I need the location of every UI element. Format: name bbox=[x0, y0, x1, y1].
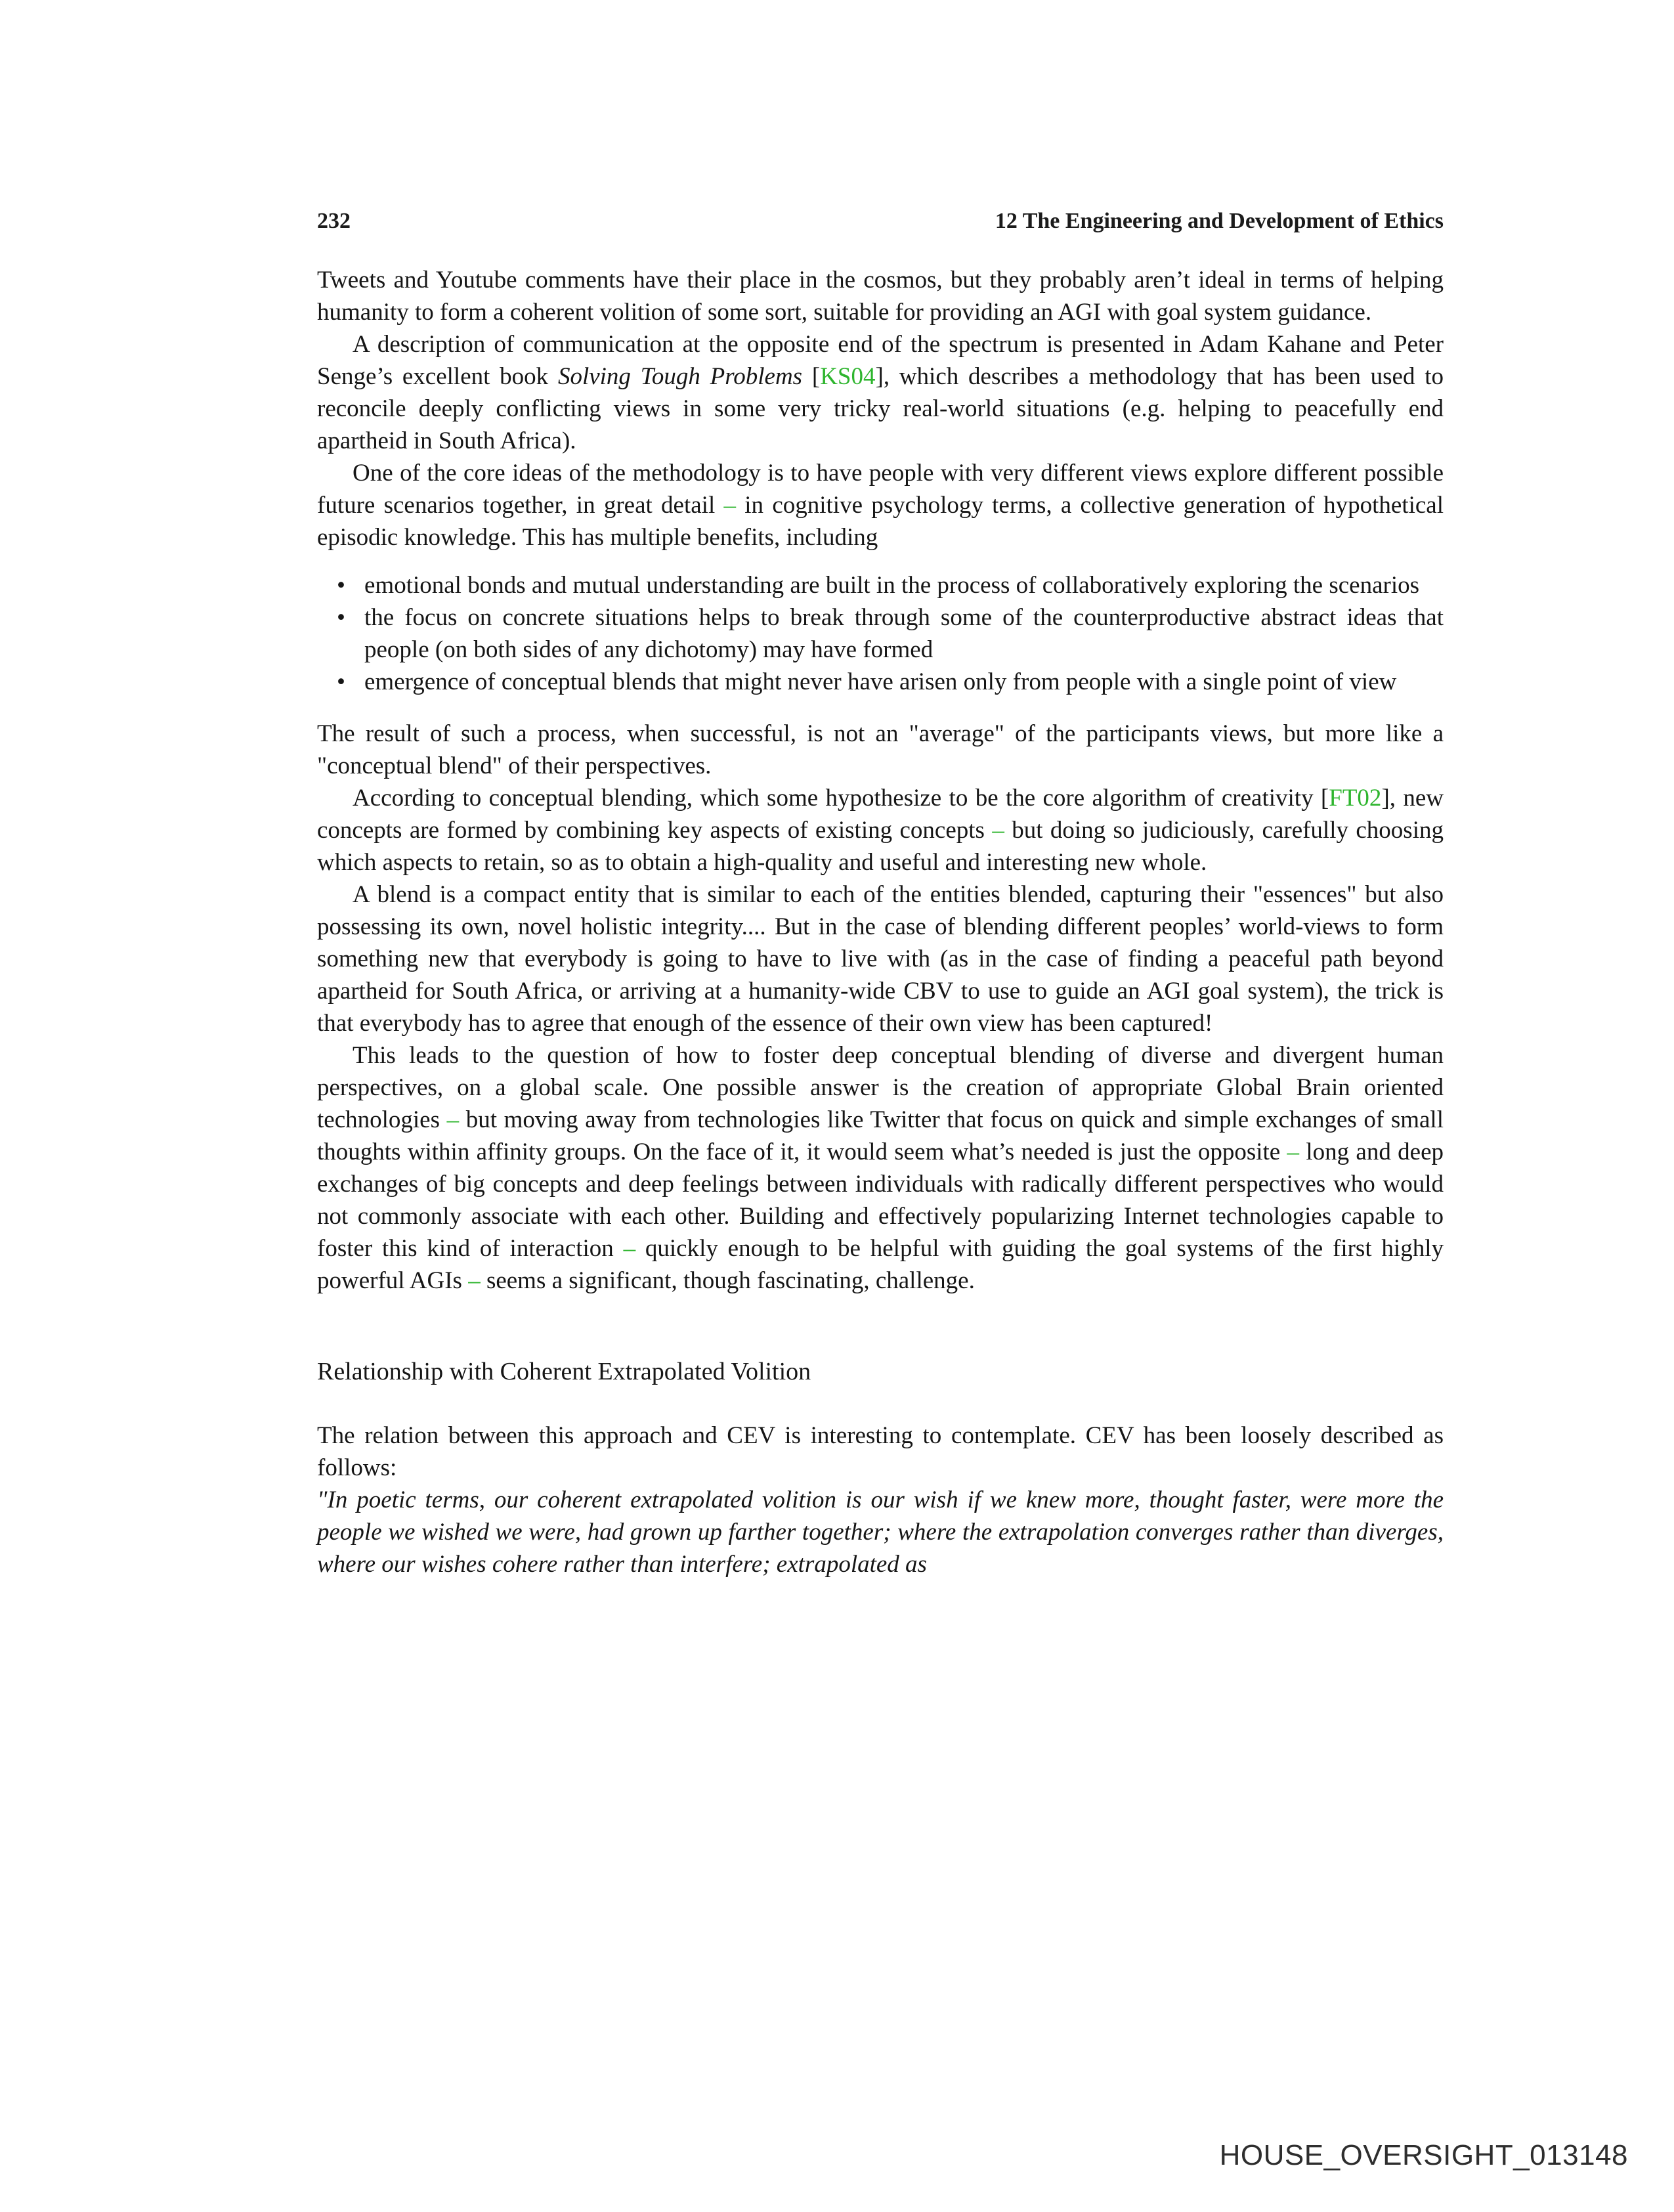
citation-ks04[interactable]: KS04 bbox=[820, 363, 876, 390]
bullet-item bbox=[317, 666, 1444, 698]
paragraph bbox=[317, 264, 1444, 328]
text-run: [ bbox=[802, 363, 821, 390]
green-dash: – bbox=[723, 492, 737, 519]
text-run: but doing so judiciously, carefully choosing which aspects to retain, so as to obtain a high-quality and useful and interesting new whole. bbox=[317, 817, 1444, 876]
green-dash: – bbox=[446, 1106, 460, 1133]
paragraph bbox=[317, 718, 1444, 782]
watermark-bates-number: HOUSE_OVERSIGHT_013148 bbox=[1219, 2139, 1628, 2171]
paragraph bbox=[317, 457, 1444, 553]
text-run: The relation between this approach and CEV is interesting to contemplate. CEV has been loosely described as follows: bbox=[317, 1422, 1444, 1481]
page-number: 232 bbox=[317, 209, 351, 233]
text-run: Relationship with Coherent Extrapolated Volition bbox=[317, 1358, 811, 1385]
text-run: A blend is a compact entity that is similar to each of the entities blended, capturing their "essences" but also possessing its own, novel holistic integrity.... But in the case of blending different peoples’ world-views to form something new that everybody is going to have to live with (as in the case of finding a peaceful path beyond apartheid for South Africa, or arriving at a humanity-wide CBV to use to guide an AGI goal system), the trick is that everybody has to agree that enough of the essence of their own view has been captured! bbox=[317, 881, 1444, 1037]
text-run: quickly enough to be helpful with guiding the goal systems of the first highly powerful AGIs bbox=[317, 1235, 1444, 1294]
text-run: ], which describes a methodology that has been used to reconcile deeply conflicting views in some very tricky real-world situations (e.g. helping to peacefully end apartheid in South Africa). bbox=[317, 363, 1444, 454]
green-dash: – bbox=[1287, 1139, 1300, 1165]
green-dash: – bbox=[468, 1267, 481, 1294]
bullet-item bbox=[317, 601, 1444, 666]
text-run: the focus on concrete situations helps to break through some of the counterproductive abstract ideas that people (on both sides of any dichotomy) may have formed bbox=[364, 604, 1444, 663]
paragraph bbox=[317, 1420, 1444, 1484]
text-run: emotional bonds and mutual understanding are built in the process of collaboratively exploring the scenarios bbox=[364, 572, 1420, 599]
paragraph bbox=[317, 328, 1444, 457]
text-run: The result of such a process, when successful, is not an "average" of the participants views, but more like a "conceptual blend" of their perspectives. bbox=[317, 720, 1444, 779]
section-heading bbox=[317, 1356, 1444, 1388]
text-run: This leads to the question of how to foster deep conceptual blending of diverse and divergent human perspectives, on a global scale. One possible answer is the creation of appropriate Global Brain oriented technologies bbox=[317, 1042, 1444, 1133]
citation-ft02[interactable]: FT02 bbox=[1329, 785, 1382, 812]
green-dash: – bbox=[623, 1235, 636, 1262]
text-run: but moving away from technologies like Twitter that focus on quick and simple exchanges of small thoughts within affinity groups. On the face of it, it would seem what’s needed is just the opposite bbox=[317, 1106, 1444, 1165]
green-dash: – bbox=[992, 817, 1004, 844]
chapter-title: 12 The Engineering and Development of Ethics bbox=[995, 209, 1444, 233]
text-run: One of the core ideas of the methodology is to have people with very different views explore different possible future scenarios together, in great detail bbox=[317, 460, 1444, 519]
running-head bbox=[317, 209, 1444, 234]
page-body-text bbox=[317, 264, 1444, 1580]
paragraph bbox=[317, 782, 1444, 878]
text-run: According to conceptual blending, which some hypothesize to be the core algorithm of creativity [ bbox=[353, 785, 1329, 812]
text-run: long and deep exchanges of big concepts and deep feelings between individuals with radically different perspectives who would not commonly associate with each other. Building and effectively popularizing Internet technologies capable to foster this kind of interaction bbox=[317, 1139, 1444, 1262]
text-run: Tweets and Youtube comments have their place in the cosmos, but they probably aren’t ideal in terms of helping humanity to form a coherent volition of some sort, suitable for providing an AGI with goal system guidance. bbox=[317, 267, 1444, 326]
paragraph bbox=[317, 1039, 1444, 1297]
text-run: "In poetic terms, our coherent extrapolated volition is our wish if we knew more, thought faster, were more the people we wished we were, had grown up farther together; where the extrapolation converges rather than diverges, where our wishes cohere rather than interfere; extrapolated as bbox=[317, 1486, 1444, 1578]
text-run: A description of communication at the opposite end of the spectrum is presented in Adam Kahane and Peter Senge’s excellent book bbox=[317, 331, 1444, 390]
text-run: Solving Tough Problems bbox=[557, 363, 803, 390]
text-run: in cognitive psychology terms, a collective generation of hypothetical episodic knowledge. This has multiple benefits, including bbox=[317, 492, 1444, 551]
paragraph bbox=[317, 1484, 1444, 1580]
text-run: ], new concepts are formed by combining key aspects of existing concepts bbox=[317, 785, 1444, 844]
text-run: emergence of conceptual blends that might never have arisen only from people with a single point of view bbox=[364, 668, 1397, 695]
bullet-item bbox=[317, 569, 1444, 601]
paragraph bbox=[317, 878, 1444, 1039]
bullet-list bbox=[317, 569, 1444, 698]
text-run: seems a significant, though fascinating, challenge. bbox=[480, 1267, 975, 1294]
